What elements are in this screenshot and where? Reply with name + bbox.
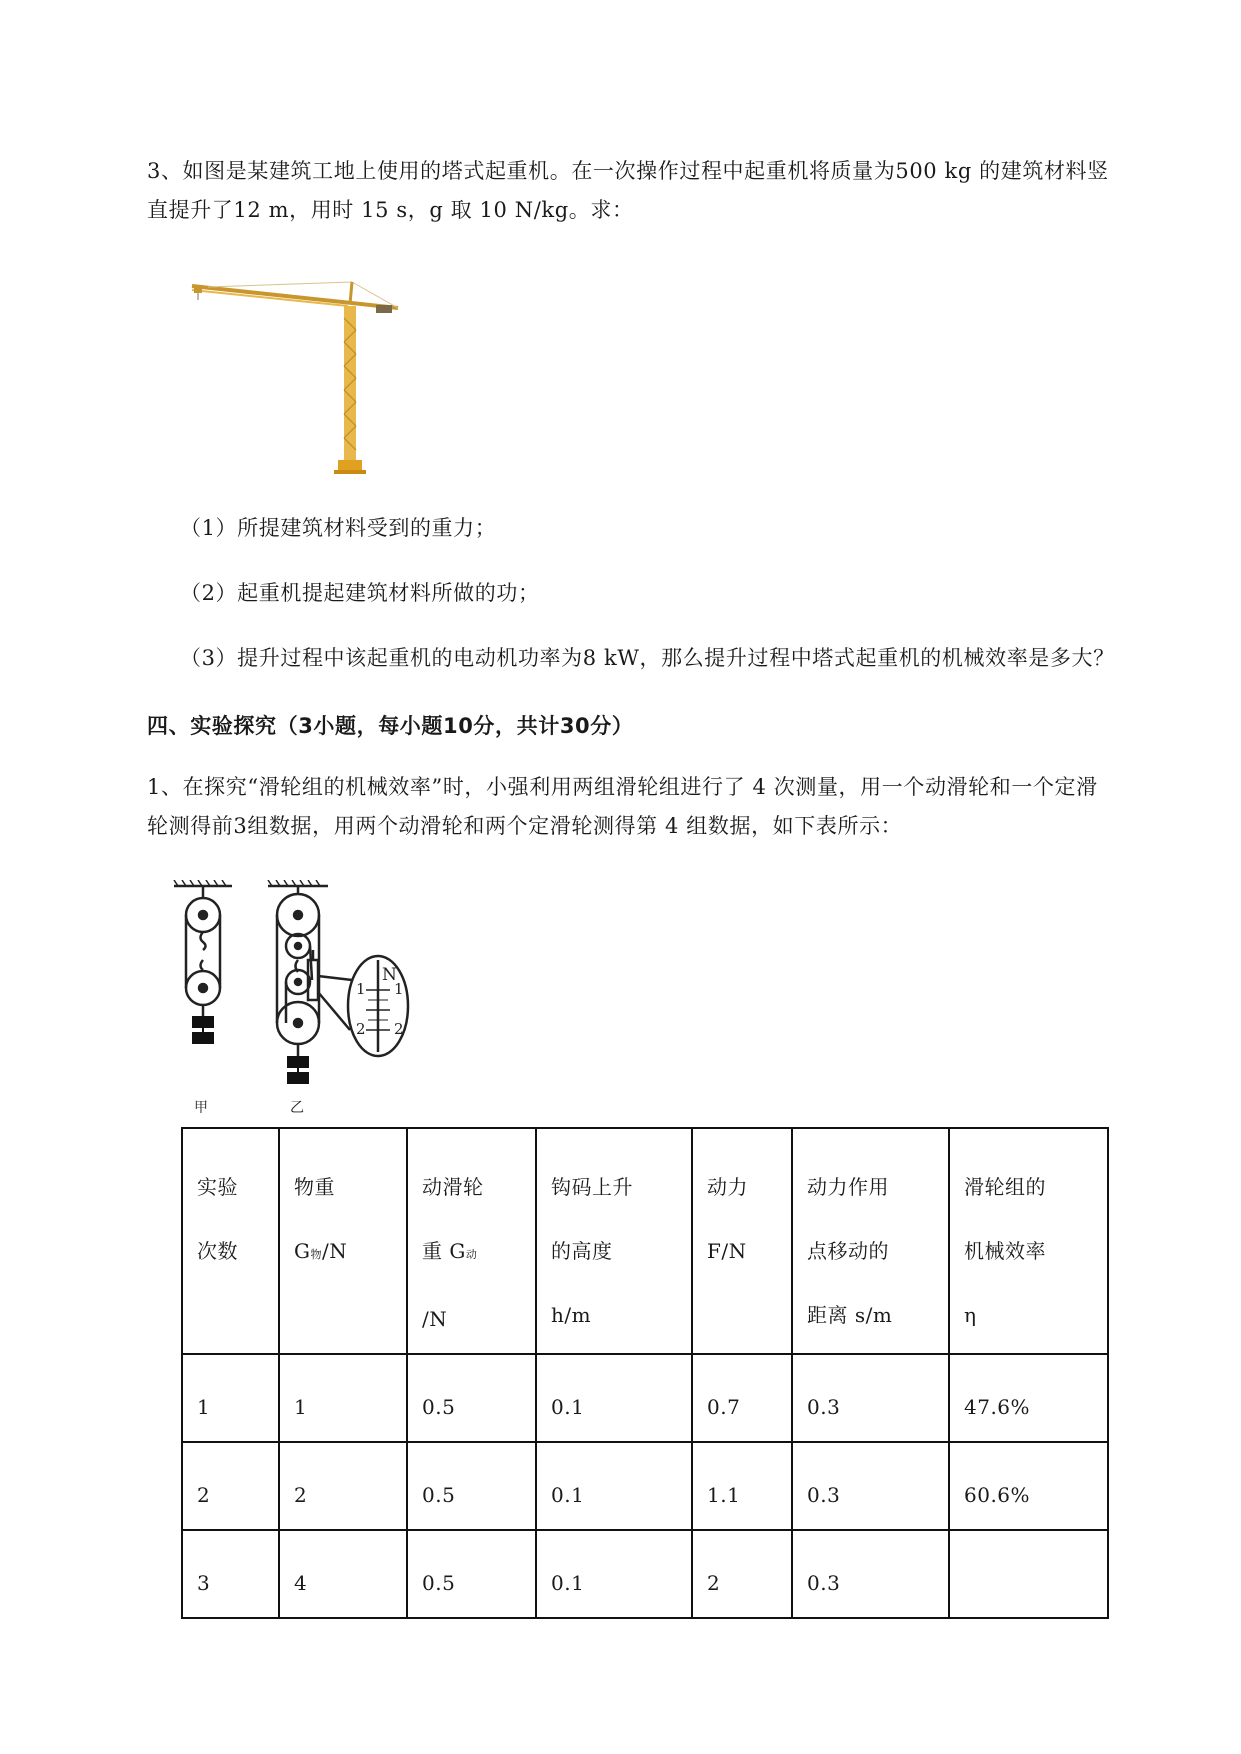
table-cell: 0.1	[536, 1530, 692, 1618]
table-cell: 2	[182, 1442, 279, 1530]
table-cell: 60.6%	[949, 1442, 1108, 1530]
table-cell: 0.5	[407, 1354, 536, 1442]
scale-mark-2-right: 2	[394, 1020, 404, 1038]
header-lift-height: 钩码上升 的高度 h/m	[536, 1128, 692, 1354]
header-pulley-weight: 动滑轮 重 G动 /N	[407, 1128, 536, 1354]
table-cell: 2	[279, 1442, 407, 1530]
header-force: 动力 F/N	[692, 1128, 792, 1354]
table-row	[182, 1354, 1108, 1442]
figure-label-yi: 乙	[290, 1100, 304, 1116]
table-cell: 0.5	[407, 1530, 536, 1618]
scale-mark-1-right: 1	[394, 980, 404, 998]
question-3-line-1: 3、如图是某建筑工地上使用的塔式起重机。在一次操作过程中起重机将质量为500 kg 的建筑材料竖	[147, 159, 1109, 183]
scale-unit-label: N	[382, 965, 397, 985]
pulley-diagram	[170, 880, 410, 1120]
table-cell: 0.3	[792, 1354, 949, 1442]
table-cell: 0.5	[407, 1442, 536, 1530]
experiment-data-table	[181, 1127, 1109, 1619]
table-cell: 0.1	[536, 1442, 692, 1530]
table-cell: 1.1	[692, 1442, 792, 1530]
question-3-sub-3: （3）提升过程中该起重机的电动机功率为8 kW，那么提升过程中塔式起重机的机械效率是多大？	[180, 646, 1115, 670]
table-header-row	[182, 1128, 1108, 1354]
table-cell: 47.6%	[949, 1354, 1108, 1442]
question-1-line-1: 1、在探究“滑轮组的机械效率”时，小强利用两组滑轮组进行了 4 次测量，用一个动滑轮和一个定滑	[147, 775, 1098, 799]
header-efficiency: 滑轮组的 机械效率 η	[949, 1128, 1108, 1354]
scale-mark-1-left: 1	[356, 980, 366, 998]
table-row	[182, 1442, 1108, 1530]
question-3-sub-1: （1）所提建筑材料受到的重力；	[180, 516, 497, 540]
table-cell	[949, 1530, 1108, 1618]
tower-crane-image	[188, 278, 408, 478]
header-distance: 动力作用 点移动的 距离 s/m	[792, 1128, 949, 1354]
header-trial: 实验 次数	[182, 1128, 279, 1354]
question-3-sub-2: （2）起重机提起建筑材料所做的功；	[180, 581, 540, 605]
table-cell: 1	[182, 1354, 279, 1442]
table-cell: 0.3	[792, 1530, 949, 1618]
table-cell: 3	[182, 1530, 279, 1618]
table-cell: 0.7	[692, 1354, 792, 1442]
section-heading: 四、实验探究（3小题，每小题10分，共计30分）	[147, 714, 634, 738]
header-object-weight: 物重 G物/N	[279, 1128, 407, 1354]
scale-mark-2-left: 2	[356, 1020, 366, 1038]
table-cell: 0.1	[536, 1354, 692, 1442]
table-cell: 0.3	[792, 1442, 949, 1530]
figure-label-jia: 甲	[194, 1100, 208, 1116]
table-cell: 2	[692, 1530, 792, 1618]
question-3-line-2: 直提升了12 m，用时 15 s，g 取 10 N/kg。求：	[147, 198, 634, 222]
table-cell: 1	[279, 1354, 407, 1442]
table-cell: 4	[279, 1530, 407, 1618]
table-row	[182, 1530, 1108, 1618]
question-1-line-2: 轮测得前3组数据，用两个动滑轮和两个定滑轮测得第 4 组数据，如下表所示：	[147, 814, 903, 838]
